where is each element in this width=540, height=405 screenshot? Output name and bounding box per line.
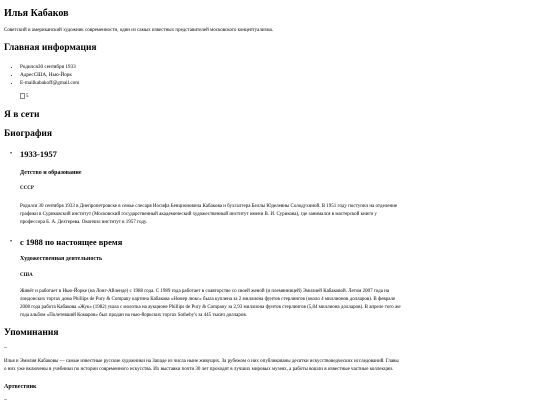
page-title: Илья Кабаков: [4, 8, 69, 19]
period-text-line: профессора Б. А. Дехтерева. Окончил институт в 1957 году.: [20, 220, 148, 225]
period-text-line: лондонских торгах дома Phillips de Pury & Company картина Кабакова «Номер люкс» была куплена за 2 миллиона фунтов стерлингов (около 4 миллионов долларов). В феврале: [20, 297, 396, 302]
period-country: СССР: [20, 186, 34, 191]
info-email: • E-mailkabakoff@gmail.com: [20, 79, 79, 87]
lead-text: Советский и американский художник современности, один из самых известных представителей московского концептуализма.: [4, 28, 274, 33]
mention-text-line: о них уже включены в учебники по истории современного искусства. Их выставки почти 30 лет проходят в лучших мировых музеях, а работы вошли в известные частные коллекции.: [4, 367, 394, 372]
period-text-line: года альбом «Полетевший Комаров» был продан на нью-йоркских торгах Sotheby's за 445 тысяч долларов.: [20, 313, 247, 318]
period-subtitle: Детство и образование: [20, 170, 82, 176]
mention-text-line: Илья и Эмилия Кабаковы — самые известные русские художники на Западе из числа ныне живущих. За рубежом о них опубликованы десятки искусствоведческих исследований. Главы: [4, 359, 399, 364]
info-address: • АдресСША, Нью-Йорк: [20, 71, 79, 79]
biography-heading: Биография: [4, 129, 53, 139]
period-title: 1933-1957: [20, 149, 57, 159]
info-birth: • Родился30 сентября 1933: [20, 63, 79, 71]
mentions-heading: Упоминания: [4, 328, 59, 338]
period-text-line: Живёт и работает в Нью-Йорке (на Лонг-Айленде) с 1988 года. С 1989 года работает в соавторстве со своей женой (и племянницей) Эмилией Кабаковой. Летом 2007 года на: [20, 289, 390, 294]
quote-dash: –: [4, 397, 7, 403]
bullet-icon: •: [10, 239, 13, 245]
period-country: США: [20, 273, 33, 278]
bullet-icon: •: [10, 151, 13, 157]
period-text-line: 2008 года работа Кабакова «Жук» (1982) ушла с молотка на аукционе Phillips de Pury & Company за 2,93 миллиона фунтов стерлингов (5,84 миллиона долларов). В апреле того же: [20, 305, 401, 310]
period-subtitle: Художественная деятельность: [20, 256, 103, 262]
main-info-heading: Главная информация: [4, 43, 97, 53]
period-text-line: Родился 30 сентября 1933 в Днепропетровске в семье слесаря Иосифа Бенционовича Кабакова и бухгалтера Беллы Юделевны Солодухиной. В 1951 году поступил на отделение: [20, 204, 398, 209]
profile-image-alt: 5: [26, 93, 29, 99]
main-info-list: [20, 63, 79, 87]
broken-image-icon: [20, 93, 25, 99]
period-title: с 1988 по настоящее время: [20, 237, 123, 247]
mention-source: Артвестник: [4, 384, 37, 390]
quote-dash: –: [4, 345, 7, 351]
profile-image: [20, 93, 29, 99]
period-text-line: графики в Суриковский институт (Московский государственный академический художественный институт имени В. И. Сурикова), где занимался в мастерской книги у: [20, 212, 377, 217]
social-heading: Я в сети: [4, 110, 40, 120]
